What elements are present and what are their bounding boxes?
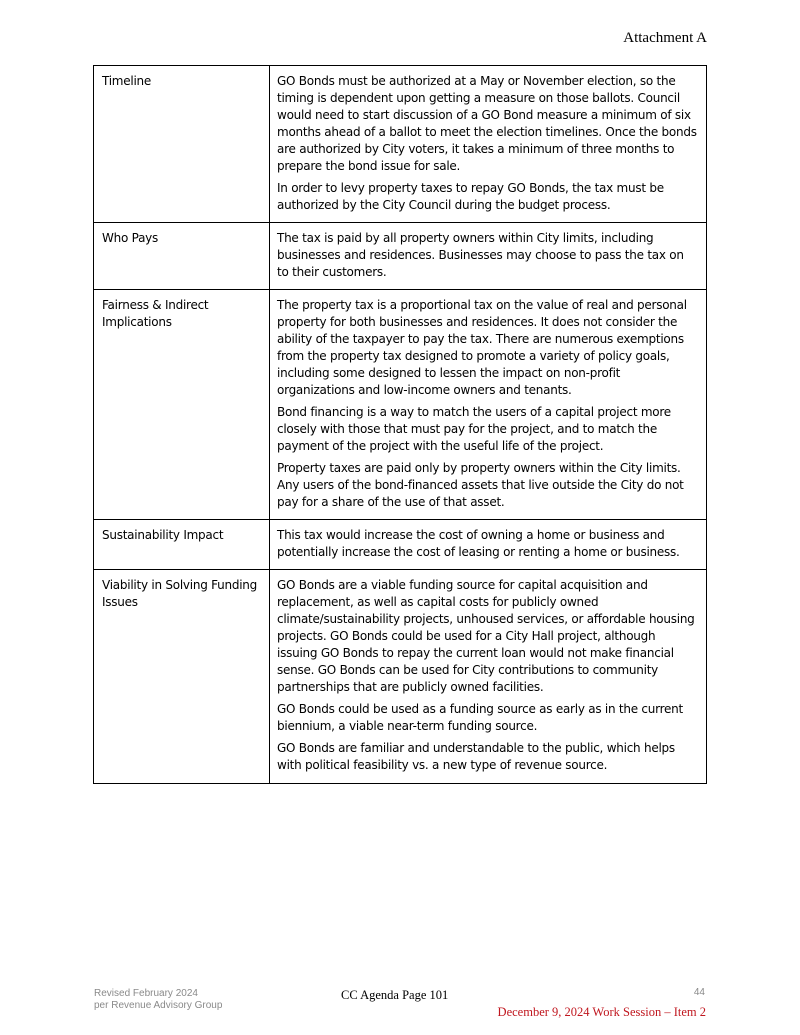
row-label: Timeline — [94, 66, 270, 223]
row-content — [270, 66, 707, 223]
paragraph: GO Bonds are a viable funding source for capital acquisition and replacement, as well as capital costs for publicly owned climate/sustainability projects, unhoused services, or affordable housing projects. GO Bonds could be used for a City Hall project, although issuing GO Bonds to repay the current loan would not make financial sense. GO Bonds can be used for City contributions to community partnerships that are publicly owned facilities. — [277, 578, 695, 694]
row-content — [270, 570, 707, 784]
row-content — [270, 520, 707, 570]
attachment-label: Attachment A — [623, 30, 707, 46]
revision-line: per Revenue Advisory Group — [94, 1000, 223, 1011]
row-label: Who Pays — [94, 223, 270, 290]
paragraph: This tax would increase the cost of owning a home or business and potentially increase the cost of leasing or renting a home or business. — [277, 528, 680, 559]
policy-table — [93, 65, 707, 784]
row-label: Sustainability Impact — [94, 520, 270, 570]
paragraph: The tax is paid by all property owners within City limits, including businesses and residences. Businesses may choose to pass the tax on to their customers. — [277, 231, 684, 279]
paragraph: The property tax is a proportional tax on the value of real and personal property for both businesses and residences. It does not consider the ability of the taxpayer to pay the tax. There are numerous exemptions from the property tax designed to promote a variety of policy goals, including some designed to lessen the impact on non-profit organizations and low-income owners and tenants. — [277, 298, 687, 397]
revision-note — [94, 988, 222, 1012]
table-row-fairness — [94, 290, 707, 520]
revision-line: Revised February 2024 — [94, 988, 198, 999]
page-number: 44 — [693, 987, 705, 998]
paragraph: In order to levy property taxes to repay GO Bonds, the tax must be authorized by the City Council during the budget process. — [277, 181, 664, 212]
table-row-viability — [94, 570, 707, 784]
paragraph: GO Bonds must be authorized at a May or November election, so the timing is dependent upon getting a measure on those ballots. Council would need to start discussion of a GO Bond measure a minimum of six months ahead of a ballot to meet the election timelines. Once the bonds are authorized by City voters, it takes a minimum of three months to prepare the bond issue for sale. — [277, 74, 697, 173]
table-row-timeline — [94, 66, 707, 223]
row-label: Fairness & Indirect Implications — [94, 290, 270, 520]
work-session-label: December 9, 2024 Work Session – Item 2 — [497, 1005, 706, 1019]
row-content — [270, 290, 707, 520]
paragraph: Bond financing is a way to match the users of a capital project more closely with those that must pay for the project, and to match the payment of the project with the useful life of the project. — [277, 405, 671, 453]
agenda-page-label: CC Agenda Page 101 — [341, 988, 449, 1002]
paragraph: GO Bonds could be used as a funding source as early as in the current biennium, a viable near-term funding source. — [277, 702, 683, 733]
row-label: Viability in Solving Funding Issues — [94, 570, 270, 784]
table-row-sustainability — [94, 520, 707, 570]
paragraph: GO Bonds are familiar and understandable to the public, which helps with political feasibility vs. a new type of revenue source. — [277, 741, 675, 772]
row-content — [270, 223, 707, 290]
paragraph: Property taxes are paid only by property owners within the City limits. Any users of the bond-financed assets that live outside the City do not pay for a share of the use of that asset. — [277, 461, 684, 509]
table-row-who-pays — [94, 223, 707, 290]
